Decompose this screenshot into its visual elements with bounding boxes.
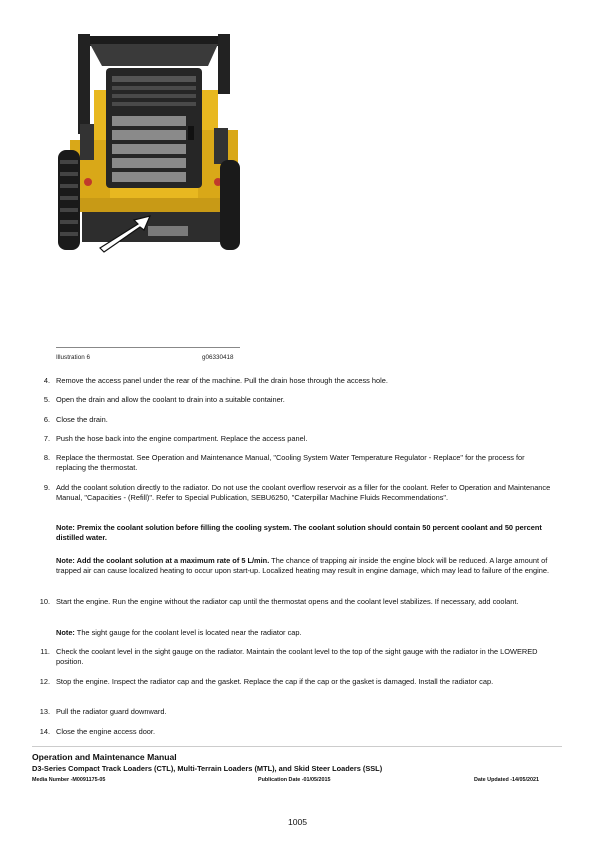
step-text: Start the engine. Run the engine without the radiator cap until the thermostat opens and the coolant level stabilizes. If necessary, add coolant. (56, 597, 519, 606)
step-text: Close the drain. (56, 415, 108, 424)
page-number: 1005 (287, 817, 308, 827)
footer-divider (32, 746, 562, 747)
note-sight-gauge-text: The sight gauge for the coolant level is located near the radiator cap. (74, 628, 302, 637)
media-number: Media Number -M0091175-05 (32, 777, 106, 783)
step-number: 5. (43, 395, 50, 404)
step-number: 14. (39, 727, 50, 736)
manual-title: Operation and Maintenance Manual (32, 752, 177, 762)
note-sight-gauge-bold: Note: (56, 628, 75, 637)
step-number: 13. (39, 707, 50, 716)
note-fill-rate-bold: Note: Add the coolant solution at a maximum rate of 5 L/min. (56, 556, 270, 565)
step-text: Pull the radiator guard downward. (56, 707, 167, 716)
publication-date: Publication Date -01/05/2015 (258, 777, 331, 783)
illustration-label: Illustration 6 (56, 354, 90, 361)
step-number: 7. (43, 434, 50, 443)
step-text: Remove the access panel under the rear of the machine. Pull the drain hose through the access hole. (56, 376, 388, 385)
step-number: 8. (43, 453, 50, 462)
step-number: 12. (39, 677, 50, 686)
illustration-code: g06330418 (202, 354, 234, 361)
step-number: 10. (39, 597, 50, 606)
step-number: 4. (43, 376, 50, 385)
note-premix (56, 523, 556, 542)
step-text: Check the coolant level in the sight gauge on the radiator. Maintain the coolant level to the top of the sight gauge with the radiator in the LOWERED position. (56, 647, 538, 666)
manual-subtitle: D3-Series Compact Track Loaders (CTL), Multi-Terrain Loaders (MTL), and Skid Steer Loaders (SSL) (32, 764, 383, 773)
step-text: Open the drain and allow the coolant to drain into a suitable container. (56, 395, 285, 404)
note-premix-text: Note: Premix the coolant solution before filling the cooling system. The coolant solution should contain 50 percent coolant and 50 percent distilled water. (56, 523, 542, 542)
step-text: Add the coolant solution directly to the radiator. Do not use the coolant overflow reservoir as a filler for the coolant. Refer to Operation and Maintenance Manual, "Capacities - (Refill)". Refer to Special Publication, SEBU6250, "Caterpillar Machine Fluids Recommendations". (56, 483, 551, 502)
step-text: Close the engine access door. (56, 727, 156, 736)
date-updated: Date Updated -14/05/2021 (474, 777, 540, 783)
note-fill-rate-text: The chance of trapping air inside the engine block will be reduced. A large amount of trapped air can cause localized heating to occur upon start-up. Localized heating may result in engine damage, which may lead to failure of the engine. (56, 556, 550, 575)
step-text: Replace the thermostat. See Operation and Maintenance Manual, "Cooling System Water Temperature Regulator - Replace" for the process for replacing the thermostat. (56, 453, 525, 472)
step-text: Stop the engine. Inspect the radiator cap and the gasket. Replace the cap if the cap or the gasket is damaged. Install the radiator cap. (56, 677, 494, 686)
machine-illustration (58, 30, 240, 253)
step-number: 6. (43, 415, 50, 424)
note-fill-rate (56, 556, 556, 575)
note-sight-gauge (56, 628, 556, 638)
step-number: 9. (43, 483, 50, 492)
step-text: Push the hose back into the engine compartment. Replace the access panel. (56, 434, 308, 443)
illustration-divider (56, 347, 240, 348)
illustration-caption (56, 354, 240, 364)
step-number: 11. (40, 647, 50, 656)
